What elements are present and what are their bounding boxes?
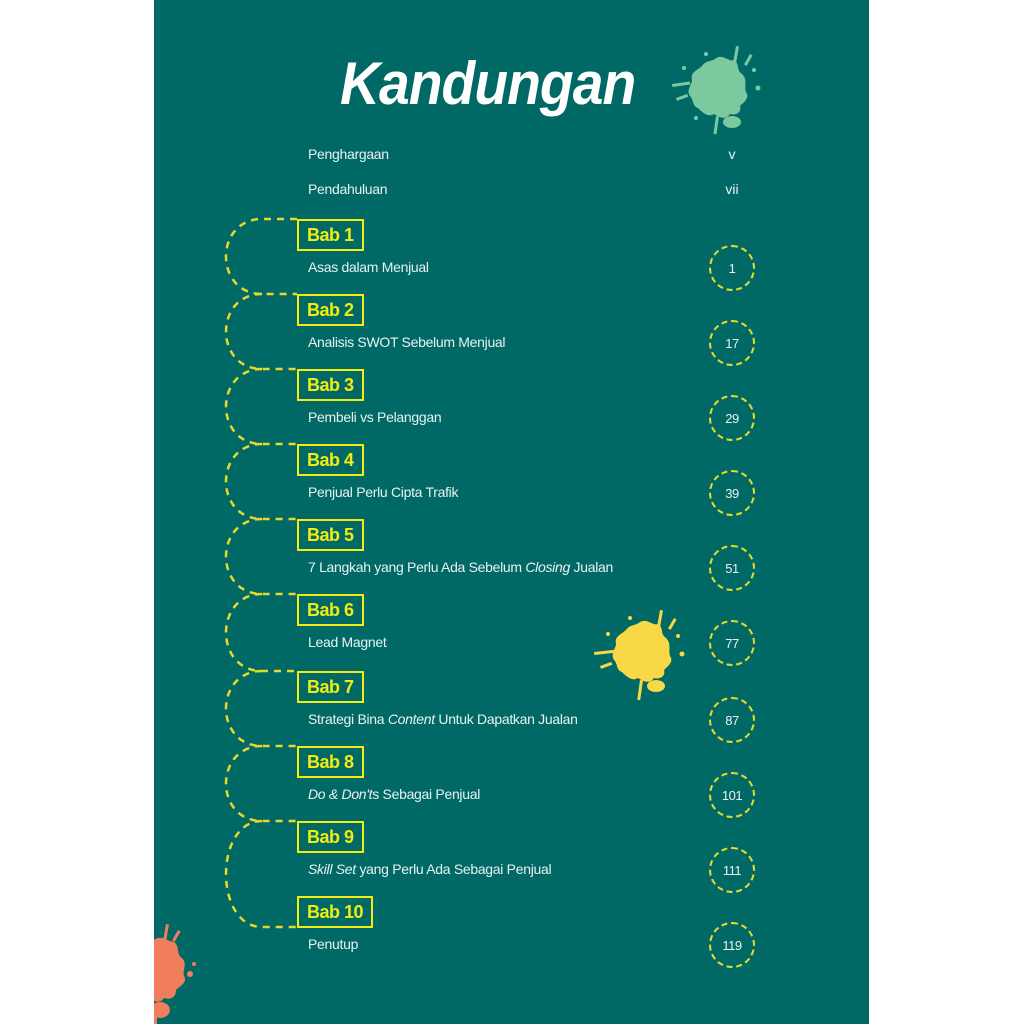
chapter-title-part: Do & Don't xyxy=(308,786,373,802)
page-number-badge-1: 1 xyxy=(709,245,755,291)
chapter-title-part: Analisis SWOT Sebelum Menjual xyxy=(308,334,506,350)
chapter-label-bab-6: Bab 6 xyxy=(297,594,364,626)
chapter-title-part: Untuk Dapatkan Jualan xyxy=(434,711,578,727)
chapter-label-bab-10: Bab 10 xyxy=(297,896,373,928)
yellow-splash-icon xyxy=(590,604,690,704)
page-number-badge-9: 111 xyxy=(709,847,755,893)
chapter-title-part: Skill Set xyxy=(308,861,356,877)
chapter-title-part: yang Perlu Ada Sebagai Penjual xyxy=(355,861,552,877)
chapter-title-2[interactable] xyxy=(308,334,505,350)
chapter-title-7[interactable] xyxy=(308,711,578,727)
chapter-title-1[interactable] xyxy=(308,259,429,275)
page-title: Kandungan xyxy=(340,50,636,117)
chapter-title-part: Jualan xyxy=(569,559,614,575)
chapter-title-part: Penjual Perlu Cipta Trafik xyxy=(308,484,459,500)
chapter-title-part: 7 Langkah yang Perlu Ada Sebelum xyxy=(308,559,526,575)
chapter-title-part: Content xyxy=(387,711,435,727)
page-number-badge-2: 17 xyxy=(709,320,755,366)
chapter-title-8[interactable] xyxy=(308,786,480,802)
chapter-label-bab-3: Bab 3 xyxy=(297,369,364,401)
contents-page xyxy=(154,0,869,1024)
page-number-badge-8: 101 xyxy=(709,772,755,818)
page-number-badge-6: 77 xyxy=(709,620,755,666)
chapter-title-5[interactable] xyxy=(308,559,613,575)
chapter-title-part: Strategi Bina xyxy=(308,711,388,727)
page-number-badge-3: 29 xyxy=(709,395,755,441)
page-number-badge-5: 51 xyxy=(709,545,755,591)
page-number-badge-7: 87 xyxy=(709,697,755,743)
toc-pendahuluan[interactable]: Pendahuluan xyxy=(308,181,388,197)
chapter-label-bab-7: Bab 7 xyxy=(297,671,364,703)
chapter-label-bab-1: Bab 1 xyxy=(297,219,364,251)
chapter-title-part: Penutup xyxy=(308,936,359,952)
chapter-title-4[interactable] xyxy=(308,484,458,500)
toc-pendahuluan-page: vii xyxy=(725,181,739,197)
chapter-title-10[interactable] xyxy=(308,936,358,952)
chapter-title-part: Asas dalam Menjual xyxy=(308,259,429,275)
orange-splash-icon xyxy=(154,920,214,1024)
chapter-label-bab-8: Bab 8 xyxy=(297,746,364,778)
page-number-badge-4: 39 xyxy=(709,470,755,516)
chapter-title-part: Closing xyxy=(525,559,570,575)
chapter-label-bab-5: Bab 5 xyxy=(297,519,364,551)
green-splash-icon xyxy=(666,40,766,140)
page-number-badge-10: 119 xyxy=(709,922,755,968)
chapter-title-part: s Sebagai Penjual xyxy=(372,786,481,802)
chapter-title-9[interactable] xyxy=(308,861,551,877)
chapter-title-6[interactable] xyxy=(308,634,386,650)
chapter-title-part: Pembeli vs Pelanggan xyxy=(308,409,442,425)
toc-penghargaan[interactable]: Penghargaan xyxy=(308,146,389,162)
chapter-label-bab-2: Bab 2 xyxy=(297,294,364,326)
toc-penghargaan-page: v xyxy=(728,146,736,162)
chapter-title-part: Lead Magnet xyxy=(308,634,387,650)
chapter-title-3[interactable] xyxy=(308,409,441,425)
chapter-label-bab-9: Bab 9 xyxy=(297,821,364,853)
chapter-label-bab-4: Bab 4 xyxy=(297,444,364,476)
